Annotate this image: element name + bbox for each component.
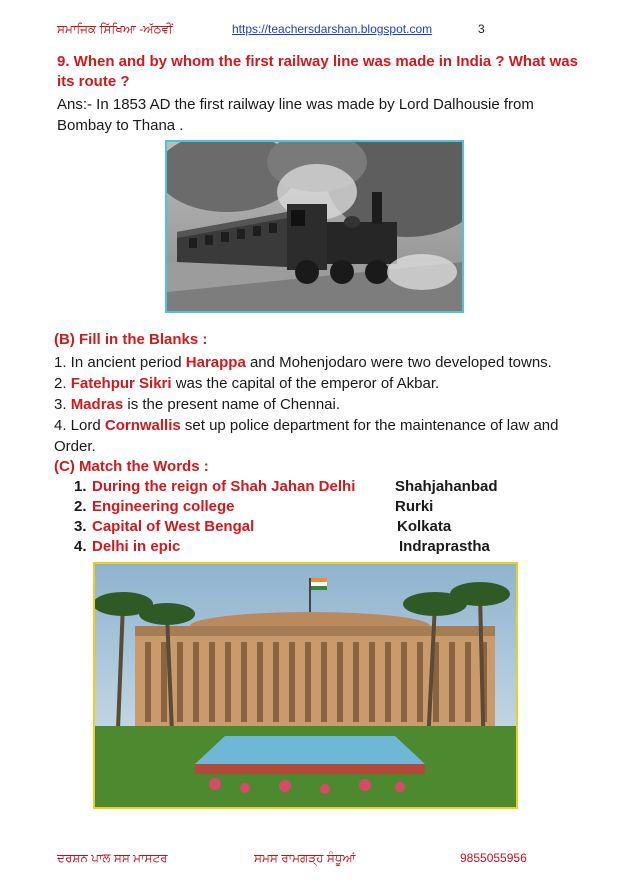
fill-blank-3 <box>54 394 594 415</box>
steam-train-photo <box>165 140 464 313</box>
answer-line-2: Bombay to Thana . <box>57 117 184 134</box>
header-blog-link[interactable]: https://teachersdarshan.blogspot.com <box>232 22 433 36</box>
fill-blank-3-post: is the present name of Chennai. <box>123 396 341 413</box>
match-left-1: During the reign of Shah Jahan Delhi <box>92 478 356 495</box>
fill-blank-2-answer: Fatehpur Sikri <box>70 375 172 392</box>
question-line-1: 9. When and by whom the first railway line was made in India ? What was <box>57 53 578 70</box>
page-number: 3 <box>478 22 485 36</box>
parliament-illustration <box>95 564 516 807</box>
fill-blank-2-post: was the capital of the emperor of Akbar. <box>171 375 440 392</box>
fill-blank-1-post: and Mohenjodaro were two developed towns. <box>245 354 552 371</box>
header-subject-title: ਸਮਾਜਿਕ ਸਿੱਖਿਆ -ਅੱਠਵੀਂ <box>57 22 173 36</box>
match-right-2: Rurki <box>395 498 434 515</box>
footer-school: ਸਮਸ ਰਾਮਗੜ੍ਹ ਸੰਧੂਆਂ <box>254 851 356 865</box>
footer-author: ਦਰਸ਼ਨ ਪਾਲ ਸਸ ਮਾਸਟਰ <box>57 851 168 865</box>
answer-line-1: Ans:- In 1853 AD the first railway line was made by Lord Dalhousie from <box>57 96 534 113</box>
footer-phone: 9855055956 <box>460 851 527 865</box>
match-num-4: 4. <box>74 538 87 555</box>
match-left-2: Engineering college <box>92 498 235 515</box>
fill-blank-3-pre: 3. <box>54 396 71 413</box>
fill-blanks-heading: (B) Fill in the Blanks : <box>54 331 208 348</box>
fill-blank-1 <box>54 352 594 373</box>
fill-blank-1-answer: Harappa <box>185 354 246 371</box>
fill-blank-3-answer: Madras <box>70 396 124 413</box>
fill-blank-2-pre: 2. <box>54 375 71 392</box>
fill-blank-4-continued: Order. <box>54 438 96 455</box>
parliament-building-photo <box>93 562 518 809</box>
match-heading: (C) Match the Words : <box>54 458 209 475</box>
match-right-4: Indraprastha <box>399 538 490 555</box>
match-left-4: Delhi in epic <box>92 538 181 555</box>
steam-train-illustration <box>167 142 462 311</box>
answer-9 <box>57 94 587 136</box>
fill-blank-4-pre: 4. Lord <box>54 417 105 434</box>
match-right-3: Kolkata <box>397 518 452 535</box>
match-num-1: 1. <box>74 478 87 495</box>
fill-blank-4-answer: Cornwallis <box>104 417 181 434</box>
fill-blank-1-pre: 1. In ancient period <box>54 354 186 371</box>
question-line-2: its route ? <box>57 73 130 90</box>
fill-blank-2 <box>54 373 594 394</box>
question-9 <box>57 52 587 92</box>
match-num-2: 2. <box>74 498 87 515</box>
match-left-3: Capital of West Bengal <box>92 518 255 535</box>
match-num-3: 3. <box>74 518 87 535</box>
fill-blank-4-post: set up police department for the maintenance of law and <box>180 417 559 434</box>
match-right-1: Shahjahanbad <box>395 478 498 495</box>
fill-blank-4 <box>54 415 594 436</box>
